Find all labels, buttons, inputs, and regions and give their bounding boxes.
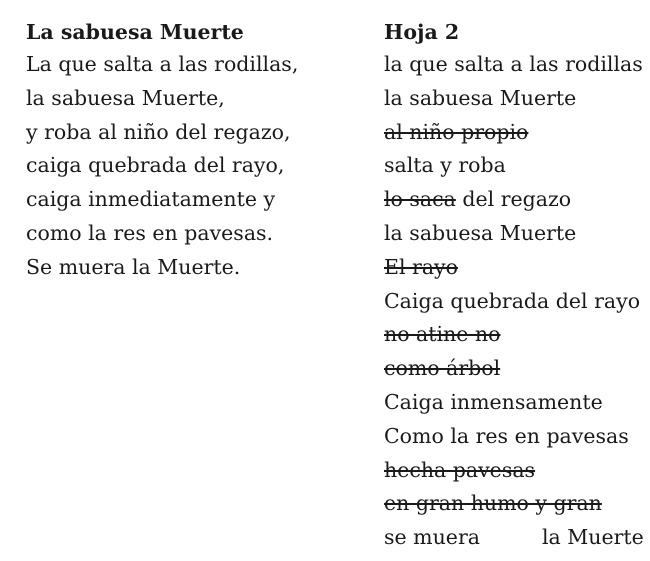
final-poem-line: caiga inmediatamente y (26, 187, 276, 212)
draft-line: la sabuesa Muerte (384, 220, 577, 245)
draft-sheet-column (384, 16, 646, 555)
draft-phrase: la Muerte (541, 525, 644, 550)
draft-line: Caiga inmensamente (384, 389, 603, 414)
final-poem-line: y roba al niño del regazo, (26, 119, 291, 144)
struck-phrase: lo saca (384, 187, 456, 212)
draft-line: Como la res en pavesas (384, 423, 629, 448)
draft-line: Caiga quebrada del rayo (384, 288, 641, 313)
draft-line-struck: hecha pavesas (384, 457, 536, 482)
final-poem-line: La que salta a las rodillas, (26, 52, 299, 76)
final-poem-line: Se muera la Muerte. (26, 254, 241, 279)
draft-line-struck: en gran humo y gran (384, 491, 602, 516)
draft-line-struck: como árbol (384, 356, 501, 381)
final-poem-column (26, 16, 356, 285)
draft-phrase: se muera (384, 525, 480, 550)
draft-line-mixed (384, 183, 646, 217)
final-poem-title: La sabuesa Muerte (26, 20, 244, 44)
draft-line-struck: no atine no (384, 322, 501, 347)
draft-line-struck: El rayo (384, 254, 458, 279)
draft-line: salta y roba (384, 153, 506, 178)
draft-sheet-title: Hoja 2 (384, 20, 460, 44)
draft-line: la que salta a las rodillas (384, 52, 643, 76)
final-poem-line: caiga quebrada del rayo, (26, 153, 285, 178)
draft-line: la sabuesa Muerte (384, 85, 577, 110)
draft-phrase: del regazo (462, 187, 572, 212)
draft-line-struck: al niño propio (384, 119, 529, 144)
final-poem-line: la sabuesa Muerte, (26, 85, 225, 110)
draft-line-mixed (384, 521, 646, 555)
final-poem-line: como la res en pavesas. (26, 220, 274, 245)
